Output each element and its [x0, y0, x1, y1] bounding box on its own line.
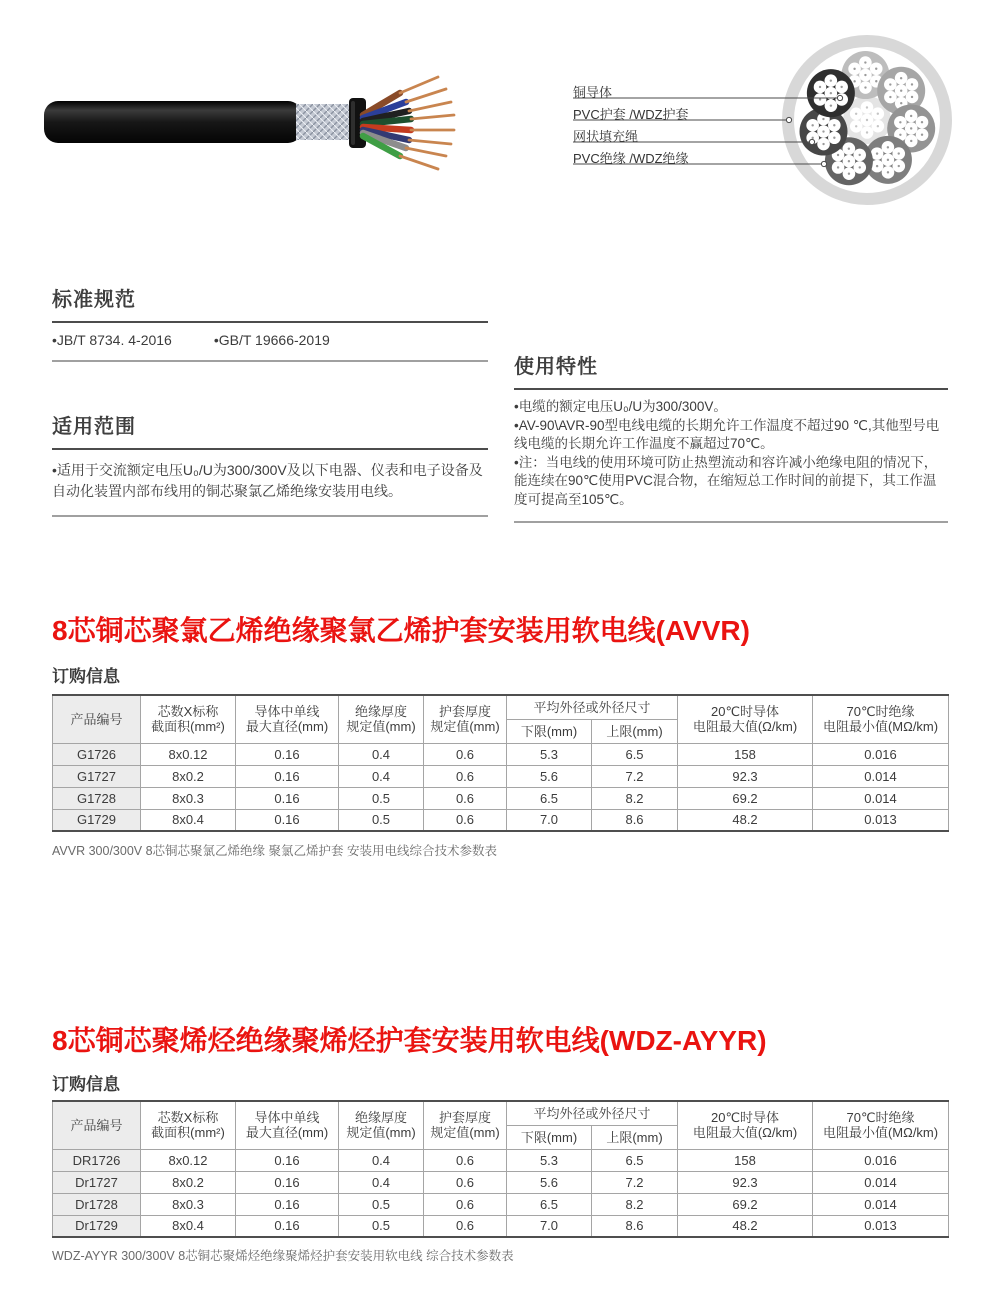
- value-cell: 48.2: [678, 1215, 813, 1237]
- value-cell: 69.2: [678, 1193, 813, 1215]
- value-cell: 6.5: [507, 787, 592, 809]
- value-cell: 7.2: [592, 765, 678, 787]
- value-cell: 0.16: [236, 1193, 339, 1215]
- value-cell: 0.6: [424, 765, 507, 787]
- value-cell: 0.016: [813, 743, 949, 765]
- table-row: [53, 1193, 949, 1215]
- col-resistance-20: 20℃时导体 电阻最大值(Ω/km): [678, 1101, 813, 1149]
- value-cell: 0.16: [236, 1171, 339, 1193]
- value-cell: 0.014: [813, 765, 949, 787]
- value-cell: 8x0.2: [141, 765, 236, 787]
- value-cell: 8x0.3: [141, 1193, 236, 1215]
- cross-section-panel: [558, 25, 960, 210]
- product-code-cell: G1726: [53, 743, 141, 765]
- value-cell: 8x0.3: [141, 787, 236, 809]
- col-strand-diameter: 导体中单线 最大直径(mm): [236, 695, 339, 743]
- value-cell: 0.5: [339, 1193, 424, 1215]
- value-cell: 5.3: [507, 1149, 592, 1171]
- value-cell: 0.014: [813, 1171, 949, 1193]
- scope-title: 适用范围: [52, 410, 488, 450]
- usage-section: [514, 350, 948, 523]
- value-cell: 0.5: [339, 1215, 424, 1237]
- product-code-cell: DR1726: [53, 1149, 141, 1171]
- value-cell: 0.4: [339, 743, 424, 765]
- value-cell: 0.6: [424, 1149, 507, 1171]
- product2-table-caption: WDZ-AYYR 300/300V 8芯铜芯聚烯烃绝缘聚烯烃护套安装用软电线 综合技术参数表: [52, 1249, 514, 1263]
- value-cell: 0.6: [424, 1193, 507, 1215]
- value-cell: 158: [678, 1149, 813, 1171]
- value-cell: 8.6: [592, 809, 678, 831]
- col-sheath-thickness: 护套厚度 规定值(mm): [424, 695, 507, 743]
- col-insulation-thickness: 绝缘厚度 规定值(mm): [339, 695, 424, 743]
- label-copper-conductor: 铜导体: [573, 85, 613, 100]
- value-cell: 92.3: [678, 765, 813, 787]
- label-pvc-insulation: PVC绝缘 /WDZ绝缘: [573, 151, 689, 166]
- col-upper-limit: 上限(mm): [592, 719, 678, 743]
- value-cell: 6.5: [592, 743, 678, 765]
- standard-item: •JB/T 8734. 4-2016: [52, 332, 172, 348]
- value-cell: 5.6: [507, 1171, 592, 1193]
- label-mesh-filler: 网状填充绳: [573, 129, 639, 144]
- value-cell: 0.014: [813, 787, 949, 809]
- usage-bullet: •AV-90\AVR-90型电线电缆的长期允许工作温度不超过90 ℃,其他型号电线电缆的长期允许工作温度不赢超过70℃。: [514, 417, 940, 451]
- standards-section: [52, 283, 488, 362]
- col-resistance-20: 20℃时导体 电阻最大值(Ω/km): [678, 695, 813, 743]
- col-insulation-thickness: 绝缘厚度 规定值(mm): [339, 1101, 424, 1149]
- value-cell: 6.5: [592, 1149, 678, 1171]
- value-cell: 0.4: [339, 1149, 424, 1171]
- col-product-code: 产品编号: [53, 695, 141, 743]
- standards-title: 标准规范: [52, 283, 488, 323]
- value-cell: 69.2: [678, 787, 813, 809]
- scope-section: [52, 410, 488, 517]
- col-outer-diameter-group: 平均外径或外径尺寸: [507, 695, 678, 719]
- value-cell: 0.16: [236, 765, 339, 787]
- table-row: [53, 1171, 949, 1193]
- value-cell: 0.4: [339, 1171, 424, 1193]
- col-lower-limit: 下限(mm): [507, 1125, 592, 1149]
- value-cell: 158: [678, 743, 813, 765]
- product2-title: 8芯铜芯聚烯烃绝缘聚烯烃护套安装用软电线(WDZ-AYYR): [52, 1025, 767, 1056]
- value-cell: 8x0.2: [141, 1171, 236, 1193]
- value-cell: 7.2: [592, 1171, 678, 1193]
- value-cell: 0.6: [424, 1215, 507, 1237]
- value-cell: 8x0.12: [141, 743, 236, 765]
- value-cell: 8.2: [592, 787, 678, 809]
- value-cell: 8x0.4: [141, 1215, 236, 1237]
- value-cell: 0.16: [236, 1149, 339, 1171]
- col-core-section: 芯数X标称 截面积(mm²): [141, 695, 236, 743]
- value-cell: 7.0: [507, 1215, 592, 1237]
- product-code-cell: Dr1727: [53, 1171, 141, 1193]
- product-code-cell: G1729: [53, 809, 141, 831]
- value-cell: 0.013: [813, 1215, 949, 1237]
- product2-spec-table: [52, 1100, 949, 1238]
- col-core-section: 芯数X标称 截面积(mm²): [141, 1101, 236, 1149]
- col-product-code: 产品编号: [53, 1101, 141, 1149]
- cable-wires: [363, 93, 411, 156]
- col-lower-limit: 下限(mm): [507, 719, 592, 743]
- col-outer-diameter-group: 平均外径或外径尺寸: [507, 1101, 678, 1125]
- product1-table-caption: AVVR 300/300V 8芯铜芯聚氯乙烯绝缘 聚氯乙烯护套 安装用电线综合技术参数表: [52, 844, 497, 858]
- table-row: [53, 1215, 949, 1237]
- usage-bullets: [514, 398, 948, 523]
- product2-order-subtitle: 订购信息: [52, 1075, 120, 1094]
- col-resistance-70: 70℃时绝缘 电阻最小值(MΩ/km): [813, 695, 949, 743]
- table-body: [53, 743, 949, 831]
- value-cell: 5.3: [507, 743, 592, 765]
- value-cell: 0.16: [236, 1215, 339, 1237]
- table-row: [53, 1149, 949, 1171]
- product1-title: 8芯铜芯聚氯乙烯绝缘聚氯乙烯护套安装用软电线(AVVR): [52, 615, 750, 646]
- table-header: [53, 695, 949, 743]
- product-code-cell: Dr1728: [53, 1193, 141, 1215]
- cable-photo: [40, 55, 460, 195]
- table-row: [53, 809, 949, 831]
- col-resistance-70: 70℃时绝缘 电阻最小值(MΩ/km): [813, 1101, 949, 1149]
- value-cell: 0.6: [424, 787, 507, 809]
- value-cell: 8.6: [592, 1215, 678, 1237]
- usage-title: 使用特性: [514, 350, 948, 390]
- value-cell: 0.6: [424, 1171, 507, 1193]
- usage-bullet: •电缆的额定电压U₀/U为300/300V。: [514, 399, 727, 414]
- label-pvc-sheath: PVC护套 /WDZ护套: [573, 107, 689, 122]
- scope-text: •适用于交流额定电压U₀/U为300/300V及以下电器、仪表和电子设备及自动化装置内部布线用的铜芯聚氯乙烯绝缘安装用电线。: [52, 460, 488, 517]
- table-body: [53, 1149, 949, 1237]
- copper-strand-tips: [400, 77, 454, 169]
- value-cell: 0.014: [813, 1193, 949, 1215]
- value-cell: 0.4: [339, 765, 424, 787]
- value-cell: 8x0.12: [141, 1149, 236, 1171]
- value-cell: 0.6: [424, 743, 507, 765]
- table-row: [53, 765, 949, 787]
- product1-order-subtitle: 订购信息: [52, 667, 120, 686]
- table-header: [53, 1101, 949, 1149]
- table-row: [53, 743, 949, 765]
- product-code-cell: G1728: [53, 787, 141, 809]
- usage-bullet: •注：当电线的使用环境可防止热塑流动和容许减小绝缘电阻的情况下，能连续在90℃使用PVC混合物，在缩短总工作时间的前提下，其工作温度可提高至105℃。: [514, 454, 938, 507]
- value-cell: 5.6: [507, 765, 592, 787]
- value-cell: 8.2: [592, 1193, 678, 1215]
- value-cell: 0.16: [236, 743, 339, 765]
- standard-item: •GB/T 19666-2019: [213, 332, 330, 348]
- cable-sheath: [44, 101, 302, 143]
- value-cell: 48.2: [678, 809, 813, 831]
- value-cell: 0.5: [339, 787, 424, 809]
- value-cell: 0.5: [339, 809, 424, 831]
- col-upper-limit: 上限(mm): [592, 1125, 678, 1149]
- value-cell: 92.3: [678, 1171, 813, 1193]
- value-cell: 6.5: [507, 1193, 592, 1215]
- value-cell: 0.016: [813, 1149, 949, 1171]
- value-cell: 8x0.4: [141, 809, 236, 831]
- core: [807, 69, 855, 117]
- product-code-cell: Dr1729: [53, 1215, 141, 1237]
- value-cell: 0.013: [813, 809, 949, 831]
- value-cell: 0.6: [424, 809, 507, 831]
- value-cell: 7.0: [507, 809, 592, 831]
- cable-braid-shield: [296, 104, 352, 140]
- product-code-cell: G1727: [53, 765, 141, 787]
- value-cell: 0.16: [236, 787, 339, 809]
- col-sheath-thickness: 护套厚度 规定值(mm): [424, 1101, 507, 1149]
- product1-spec-table: [52, 694, 949, 832]
- standards-list: [52, 323, 488, 362]
- value-cell: 0.16: [236, 809, 339, 831]
- table-row: [53, 787, 949, 809]
- cable-collar-highlight: [351, 101, 355, 145]
- col-strand-diameter: 导体中单线 最大直径(mm): [236, 1101, 339, 1149]
